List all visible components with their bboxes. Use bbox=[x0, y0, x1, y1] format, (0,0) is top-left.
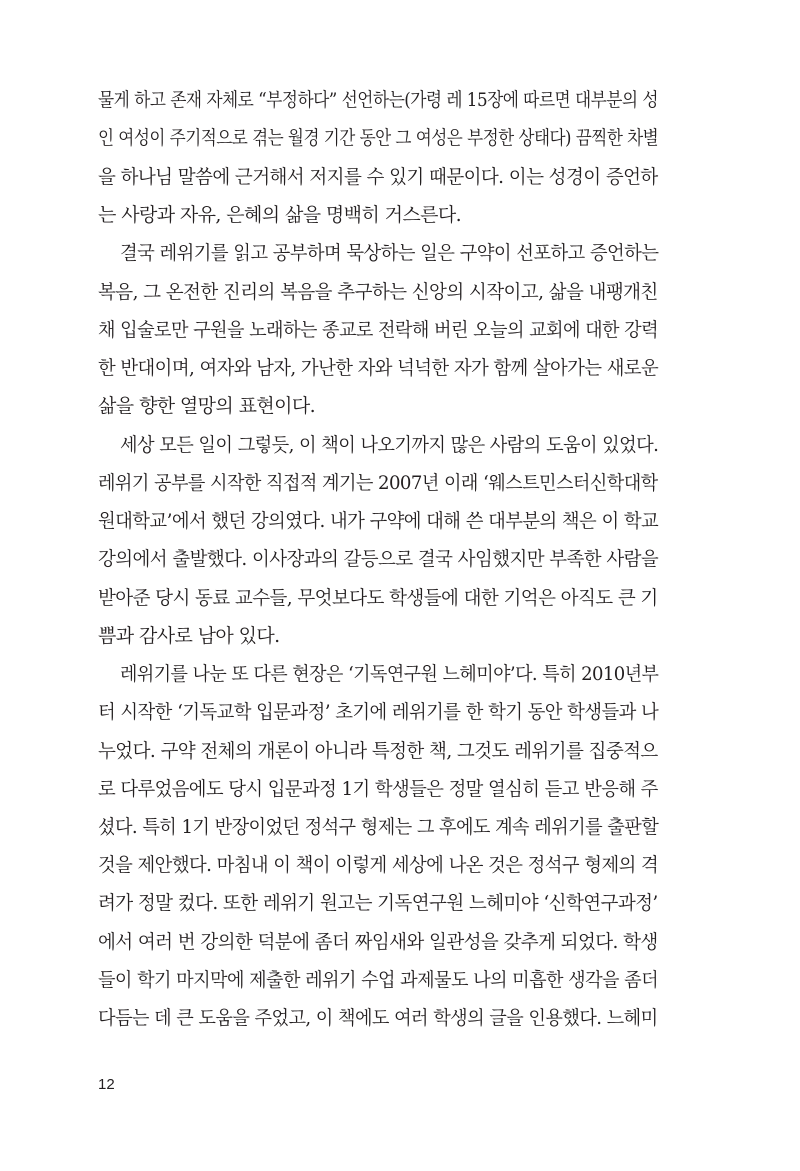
text-line: 물게 하고 존재 자체로 “부정하다” 선언하는(가령 레 15장에 따르면 대부분의 성 bbox=[98, 89, 659, 111]
text-line: 것을 제안했다. 마침내 이 책이 이렇게 세상에 나온 것은 정석구 형제의 격 bbox=[98, 854, 659, 876]
text-line: 셨다. 특히 1기 반장이었던 정석구 형제는 그 후에도 계속 레위기를 출판할 bbox=[98, 816, 659, 838]
text-line: 복음, 그 온전한 진리의 복음을 추구하는 신앙의 시작이고, 삶을 내팽개친 bbox=[98, 281, 658, 303]
text-line: 는 사랑과 자유, 은혜의 삶을 명백히 거스른다. bbox=[98, 204, 462, 226]
text-line: 채 입술로만 구원을 노래하는 종교로 전락해 버린 오늘의 교회에 대한 강력 bbox=[98, 319, 659, 341]
text-line: 인 여성이 주기적으로 겪는 월경 기간 동안 그 여성은 부정한 상태다) 끔찍한 차별 bbox=[98, 127, 659, 149]
text-line: 로 다루었음에도 당시 입문과정 1기 학생들은 정말 열심히 듣고 반응해 주 bbox=[98, 778, 658, 800]
text-line: 삶을 향한 열망의 표현이다. bbox=[98, 395, 316, 417]
text-line: 원대학교’에서 했던 강의였다. 내가 구약에 대해 쓴 대부분의 책은 이 학교 bbox=[98, 510, 659, 532]
text-line: 에서 여러 번 강의한 덕분에 좀더 짜임새와 일관성을 갖추게 되었다. 학생 bbox=[98, 931, 658, 953]
text-line: 결국 레위기를 읽고 공부하며 묵상하는 일은 구약이 선포하고 증언하는 bbox=[120, 242, 659, 264]
text-line: 려가 정말 컸다. 또한 레위기 원고는 기독연구원 느헤미야 ‘신학연구과정’ bbox=[98, 892, 658, 914]
text-line: 레위기 공부를 시작한 직접적 계기는 2007년 이래 ‘웨스트민스터신학대학 bbox=[98, 472, 658, 494]
text-line: 쁨과 감사로 남아 있다. bbox=[98, 625, 280, 647]
text-line: 레위기를 나눈 또 다른 현장은 ‘기독연구원 느헤미야’다. 특히 2010년부 bbox=[120, 663, 659, 685]
text-line: 을 하나님 말씀에 근거해서 저지를 수 있기 때문이다. 이는 성경이 증언하 bbox=[98, 166, 658, 188]
text-line: 다듬는 데 큰 도움을 주었고, 이 책에도 여러 학생의 글을 인용했다. 느헤미 bbox=[98, 1007, 658, 1029]
text-line: 세상 모든 일이 그렇듯, 이 책이 나오기까지 많은 사람의 도움이 있었다. bbox=[120, 434, 659, 456]
page-number: 12 bbox=[98, 1076, 115, 1093]
text-line: 한 반대이며, 여자와 남자, 가난한 자와 넉넉한 자가 함께 살아가는 새로운 bbox=[98, 357, 659, 379]
text-line: 터 시작한 ‘기독교학 입문과정’ 초기에 레위기를 한 학기 동안 학생들과 나 bbox=[98, 701, 659, 723]
text-line: 누었다. 구약 전체의 개론이 아니라 특정한 책, 그것도 레위기를 집중적으 bbox=[98, 740, 658, 762]
text-line: 받아준 당시 동료 교수들, 무엇보다도 학생들에 대한 기억은 아직도 큰 기 bbox=[98, 587, 658, 609]
text-line: 들이 학기 마지막에 제출한 레위기 수업 과제물도 나의 미흡한 생각을 좀더 bbox=[98, 969, 659, 991]
text-line: 강의에서 출발했다. 이사장과의 갈등으로 결국 사임했지만 부족한 사람을 bbox=[98, 548, 659, 570]
